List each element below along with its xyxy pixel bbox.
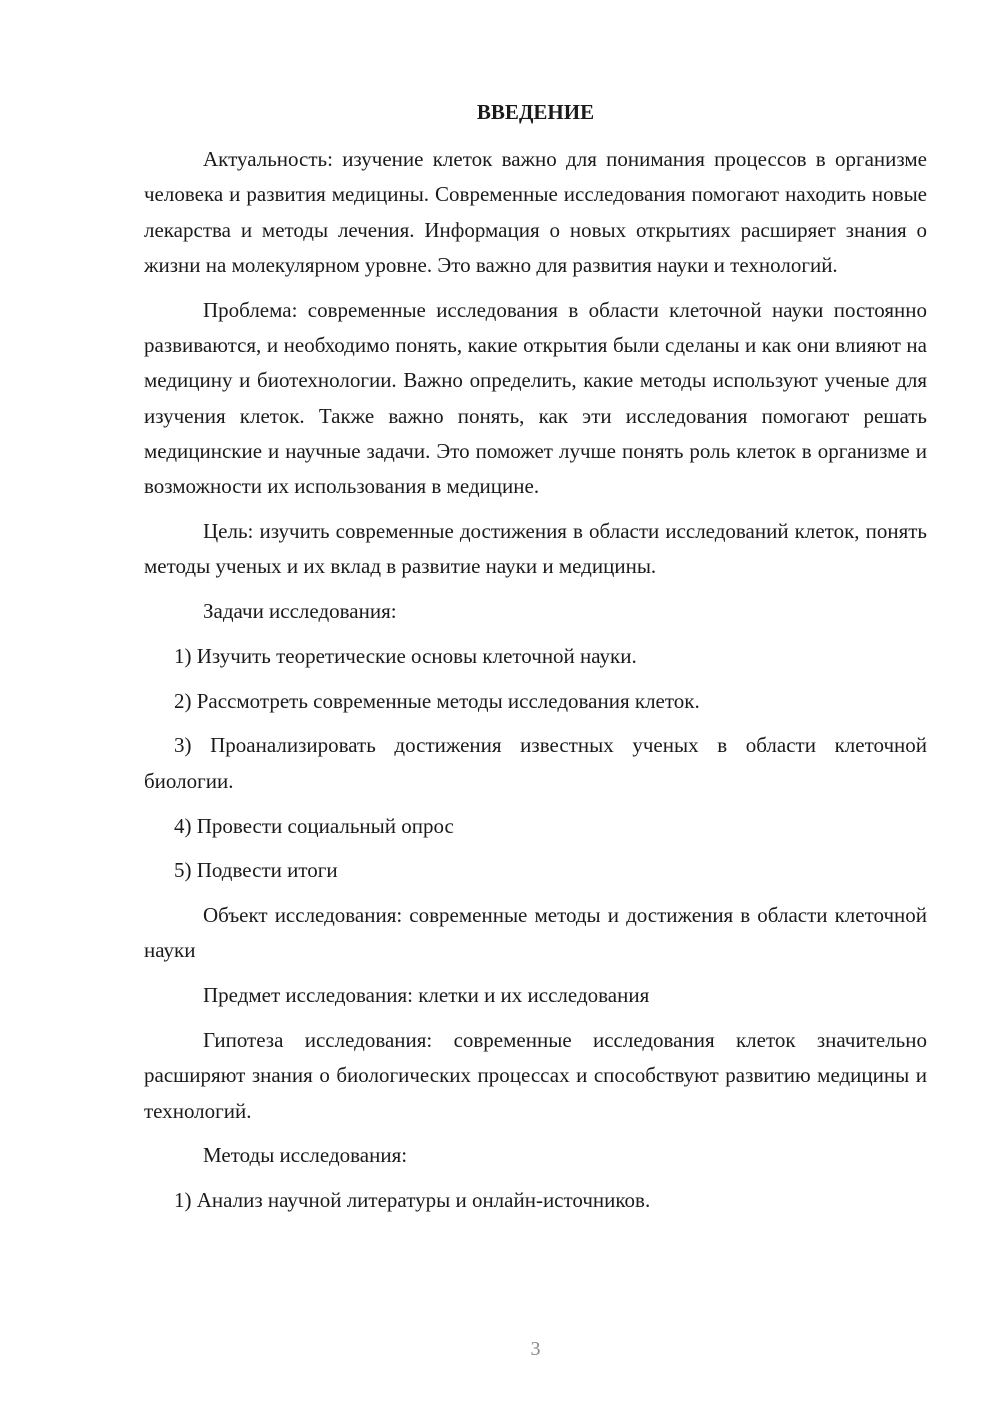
paragraph-object: Объект исследования: современные методы и достижения в области клеточной науки <box>144 903 927 963</box>
paragraph-methods-heading: Методы исследования: <box>203 1143 408 1168</box>
paragraph-goal: Цель: изучить современные достижения в области исследований клеток, понять методы ученых и их вклад в развитие науки и медицины. <box>144 518 927 579</box>
list-item-task-5: 5) Подвести итоги <box>174 858 338 883</box>
list-item-task-3: 3) Проанализировать достижения известных ученых в области клеточной биологии. <box>144 733 927 793</box>
document-body <box>144 142 927 1228</box>
list-item-task-1: 1) Изучить теоретические основы клеточной науки. <box>174 643 637 668</box>
paragraph-tasks-heading: Задачи исследования: <box>203 599 397 624</box>
paragraph-subject: Предмет исследования: клетки и их исследования <box>203 983 650 1008</box>
list-item-task-2: 2) Рассмотреть современные методы исследования клеток. <box>174 688 700 713</box>
list-item-method-1: 1) Анализ научной литературы и онлайн-источников. <box>174 1188 651 1213</box>
page-number: 3 <box>530 1338 541 1360</box>
paragraph-problem: Проблема: современные исследования в области клеточной науки постоянно развиваются, и необходимо понять, какие открытия были сделаны и как они влияют на медицину и биотехнологии. Важно определить, какие методы используют ученые для изучения клеток. Также важно понять, как эти исследования помогают решать медицинские и научные задачи. Это поможет лучше понять роль клеток в организме и возможности их использования в медицине. <box>144 297 927 499</box>
paragraph-hypothesis: Гипотеза исследования: современные исследования клеток значительно расширяют знания о биологических процессах и способствуют развитию медицины и технологий. <box>144 1028 927 1123</box>
paragraph-relevance: Актуальность: изучение клеток важно для понимания процессов в организме человека и развития медицины. Современные исследования помогают находить новые лекарства и методы лечения. Информация о новых открытиях расширяет знания о жизни на молекулярном уровне. Это важно для развития науки и технологий. <box>144 147 927 277</box>
section-heading: ВВЕДЕНИЕ <box>476 100 595 124</box>
list-item-task-4: 4) Провести социальный опрос <box>174 813 454 838</box>
